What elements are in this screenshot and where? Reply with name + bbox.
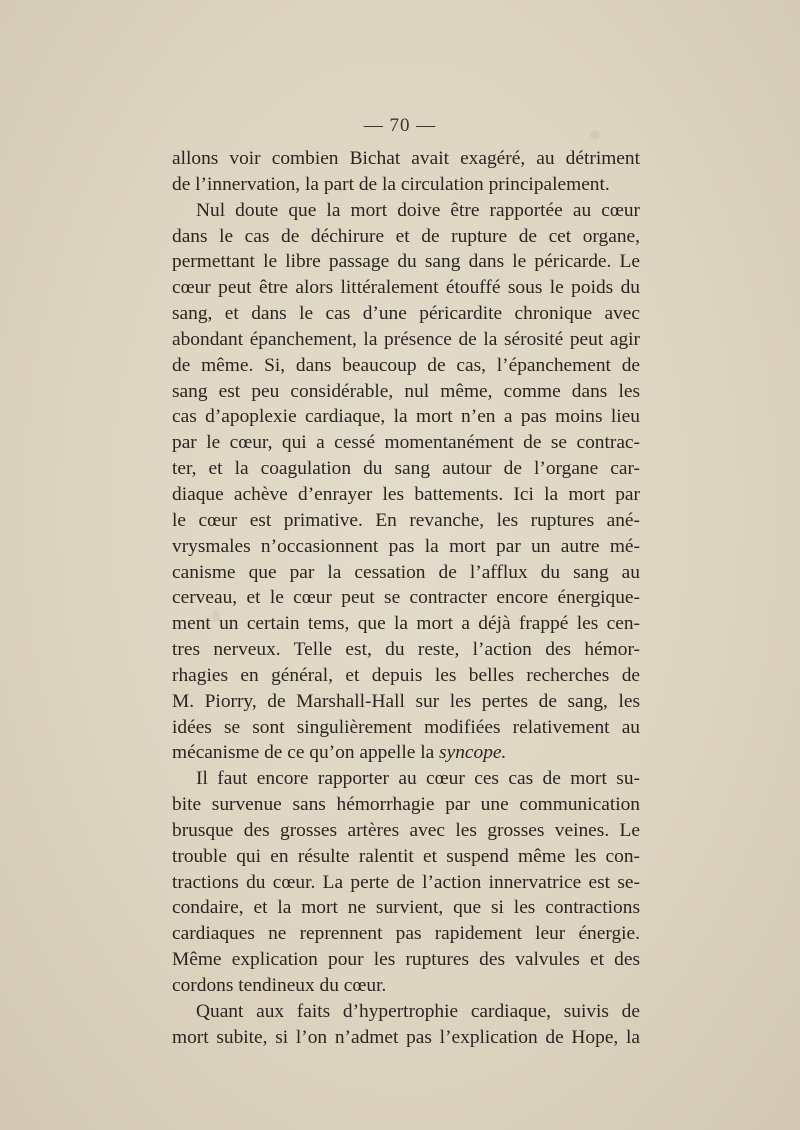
text-line: cordons tendineux du cœur. — [172, 975, 387, 996]
text-line: condaire, et la mort ne survient, que si les contractions — [172, 897, 640, 919]
text-line: abondant épanchement, la présence de la sérosité peut agir — [172, 328, 640, 350]
text-line: sang, et dans le cas d’une péricardite chronique avec — [172, 303, 640, 325]
text-line: mort subite, si l’on n’admet pas l’explication de Hope, la — [172, 1026, 640, 1048]
body-text — [172, 146, 640, 1051]
text-line: idées se sont singulièrement modifiées relativement au — [172, 716, 640, 738]
text-line: tractions du cœur. La perte de l’action innervatrice est se- — [172, 871, 640, 893]
text-line: le cœur est primative. En revanche, les ruptures ané- — [172, 509, 640, 531]
page-number: — 70 — — [363, 115, 437, 136]
text-line: trouble qui en résulte ralentit et suspend même les con- — [172, 845, 640, 867]
paragraph-start-line: Quant aux faits d’hypertrophie cardiaque, suivis de — [196, 1000, 640, 1022]
text-run: mécanisme de ce qu’on appelle la — [172, 742, 440, 764]
text-line: vrysmales n’occasionnent pas la mort par un autre mé- — [172, 535, 640, 557]
text-line: cardiaques ne reprennent pas rapidement leur énergie. — [172, 923, 640, 945]
text-line: cas d’apoplexie cardiaque, la mort n’en a pas moins lieu — [172, 406, 640, 428]
text-line: M. Piorry, de Marshall-Hall sur les pertes de sang, les — [172, 690, 640, 712]
text-line: ter, et la coagulation du sang autour de l’organe car- — [172, 458, 640, 480]
text-line: dans le cas de déchirure et de rupture de cet organe, — [172, 225, 640, 247]
paragraph-start-line: Il faut encore rapporter au cœur ces cas de mort su- — [196, 768, 640, 790]
italic-term: syncope. — [439, 742, 507, 764]
text-line: permettant le libre passage du sang dans le péricarde. Le — [172, 251, 640, 273]
text-line: tres nerveux. Telle est, du reste, l’action des hémor- — [172, 639, 640, 661]
text-line: allons voir combien Bichat avait exagéré, au détriment — [172, 148, 640, 169]
text-line: canisme que par la cessation de l’afflux du sang au — [172, 561, 640, 583]
paragraph-start-line: Nul doute que la mort doive être rapportée au cœur — [196, 199, 640, 221]
text-line: Même explication pour les ruptures des valvules et des — [172, 949, 640, 971]
text-line: cœur peut être alors littéralement étouffé sous le poids du — [172, 277, 640, 299]
text-line: sang est peu considérable, nul même, comme dans les — [172, 380, 640, 402]
text-line: cerveau, et le cœur peut se contracter encore énergique- — [172, 587, 640, 609]
text-line: ment un certain tems, que la mort a déjà frappé les cen- — [172, 613, 640, 635]
text-line: par le cœur, qui a cessé momentanément de se contrac- — [172, 432, 640, 454]
text-line: de même. Si, dans beaucoup de cas, l’épanchement de — [172, 354, 640, 376]
text-line: brusque des grosses artères avec les grosses veines. Le — [172, 819, 640, 841]
text-line: bite survenue sans hémorrhagie par une communication — [172, 794, 640, 816]
text-line — [172, 740, 640, 766]
text-line: rhagies en général, et depuis les belles recherches de — [172, 664, 640, 686]
text-line: de l’innervation, la part de la circulation principalement. — [172, 173, 610, 195]
text-line: diaque achève d’enrayer les battements. Ici la mort par — [172, 483, 640, 505]
